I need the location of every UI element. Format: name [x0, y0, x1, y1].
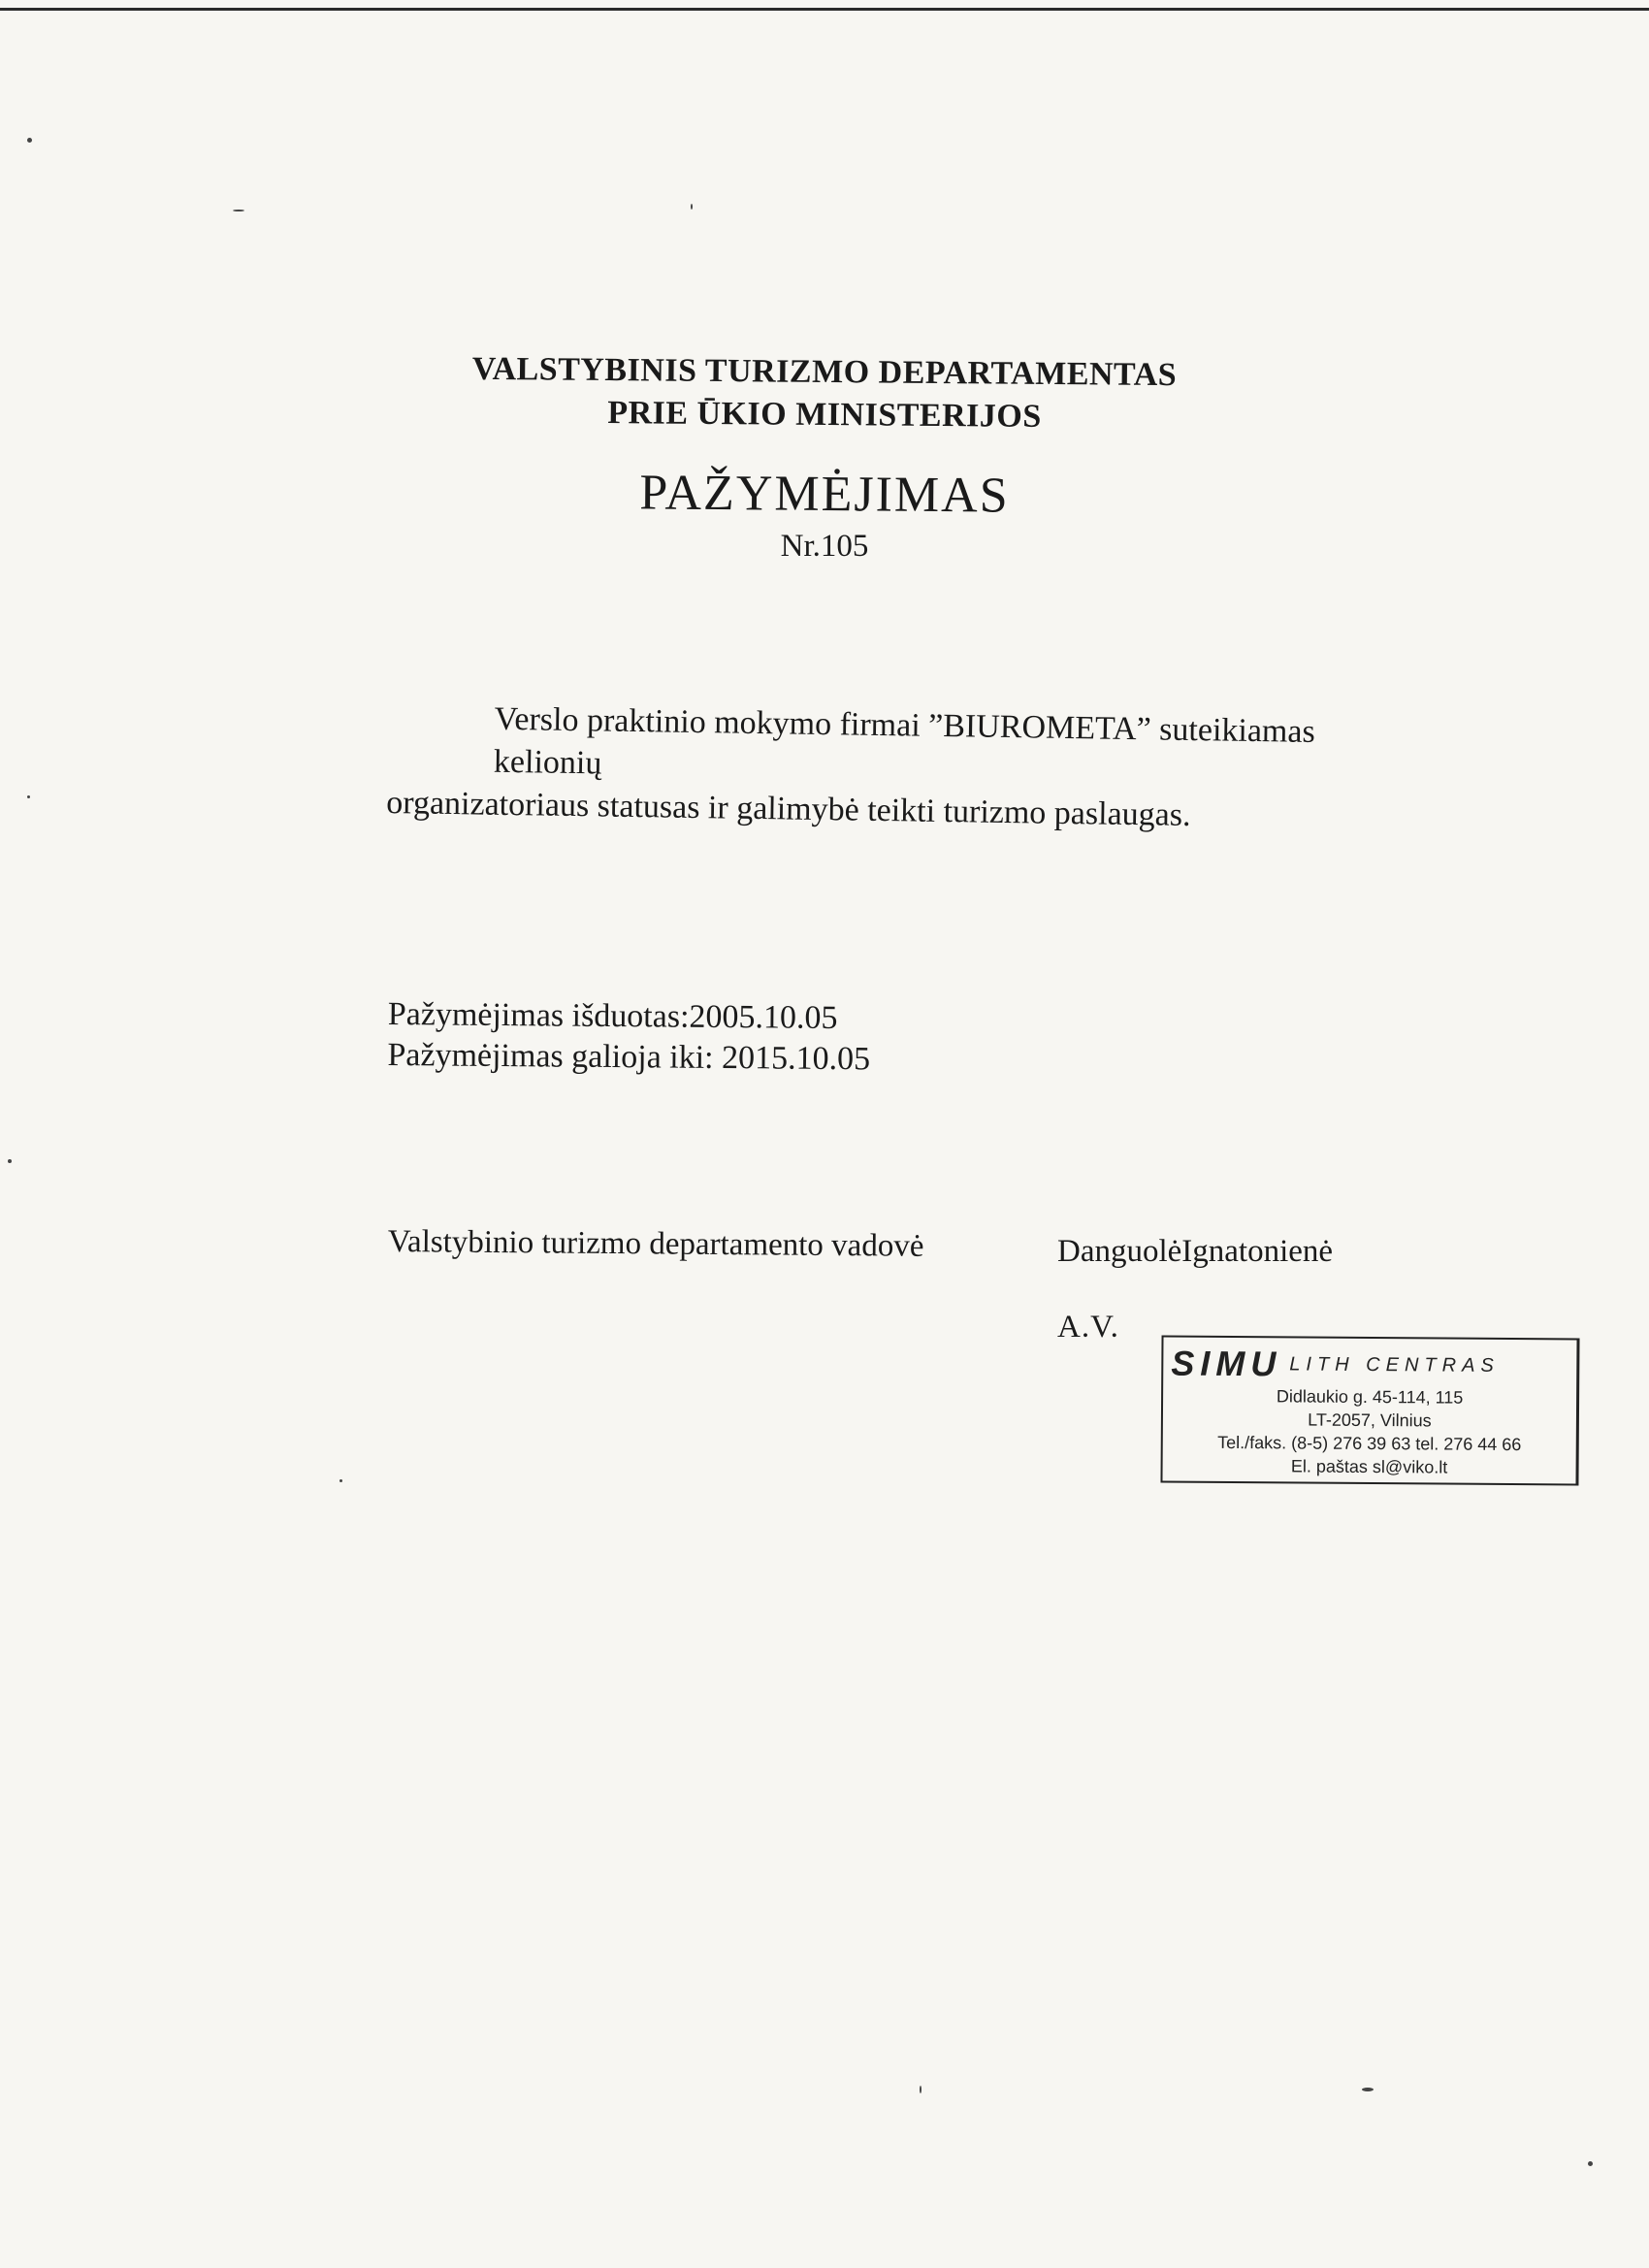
seal-mark: A.V. — [1057, 1310, 1119, 1345]
scan-speck — [340, 1479, 342, 1482]
valid-until-date: Pažymėjimas galioja iki: 2015.10.05 — [387, 1036, 871, 1078]
scan-speck — [8, 1159, 12, 1163]
certificate-number: Nr.105 — [780, 529, 869, 564]
scan-speck — [691, 204, 693, 210]
certificate-dates — [387, 994, 870, 1080]
issuer-name: VALSTYBINIS TURIZMO DEPARTAMENTAS — [471, 350, 1178, 394]
certificate-body — [386, 697, 1416, 841]
signatory-name: DanguolėIgnatonienė — [1057, 1234, 1334, 1269]
scan-speck — [1362, 2088, 1374, 2091]
page-top-rule — [0, 8, 1649, 11]
body-line-2: organizatoriaus statusas ir galimybė teikti turizmo paslaugas. — [385, 784, 1191, 834]
certificate-title: PAŽYMĖJIMAS — [639, 465, 1010, 524]
stamp-city: LT-2057, Vilnius — [1308, 1409, 1432, 1431]
issuer-header — [0, 351, 1649, 437]
stamp-phone: Tel./faks. (8-5) 276 39 63 tel. 276 44 66 — [1217, 1432, 1522, 1455]
stamp-address: Didlaukio g. 45-114, 115 — [1276, 1386, 1464, 1408]
scan-speck — [233, 210, 244, 211]
scan-speck — [1588, 2161, 1593, 2166]
scan-speck — [27, 795, 30, 798]
scan-speck — [27, 138, 32, 143]
scan-speck — [920, 2086, 922, 2093]
body-line-1: Verslo praktinio mokymo firmai ”BIUROMETA” suteikiamas kelionių — [493, 700, 1316, 782]
issuer-ministry: PRIE ŪKIO MINISTERIJOS — [607, 395, 1042, 435]
stamp-email: El. paštas sl@viko.lt — [1290, 1456, 1448, 1477]
signatory-role: Valstybinio turizmo departamento vadovė — [387, 1224, 924, 1264]
issued-date: Pažymėjimas išduotas:2005.10.05 — [387, 995, 838, 1037]
stamp-brand: SIMU — [1171, 1343, 1282, 1384]
stamp-brand-suffix: LITH CENTRAS — [1289, 1353, 1500, 1377]
company-stamp — [1160, 1335, 1579, 1485]
